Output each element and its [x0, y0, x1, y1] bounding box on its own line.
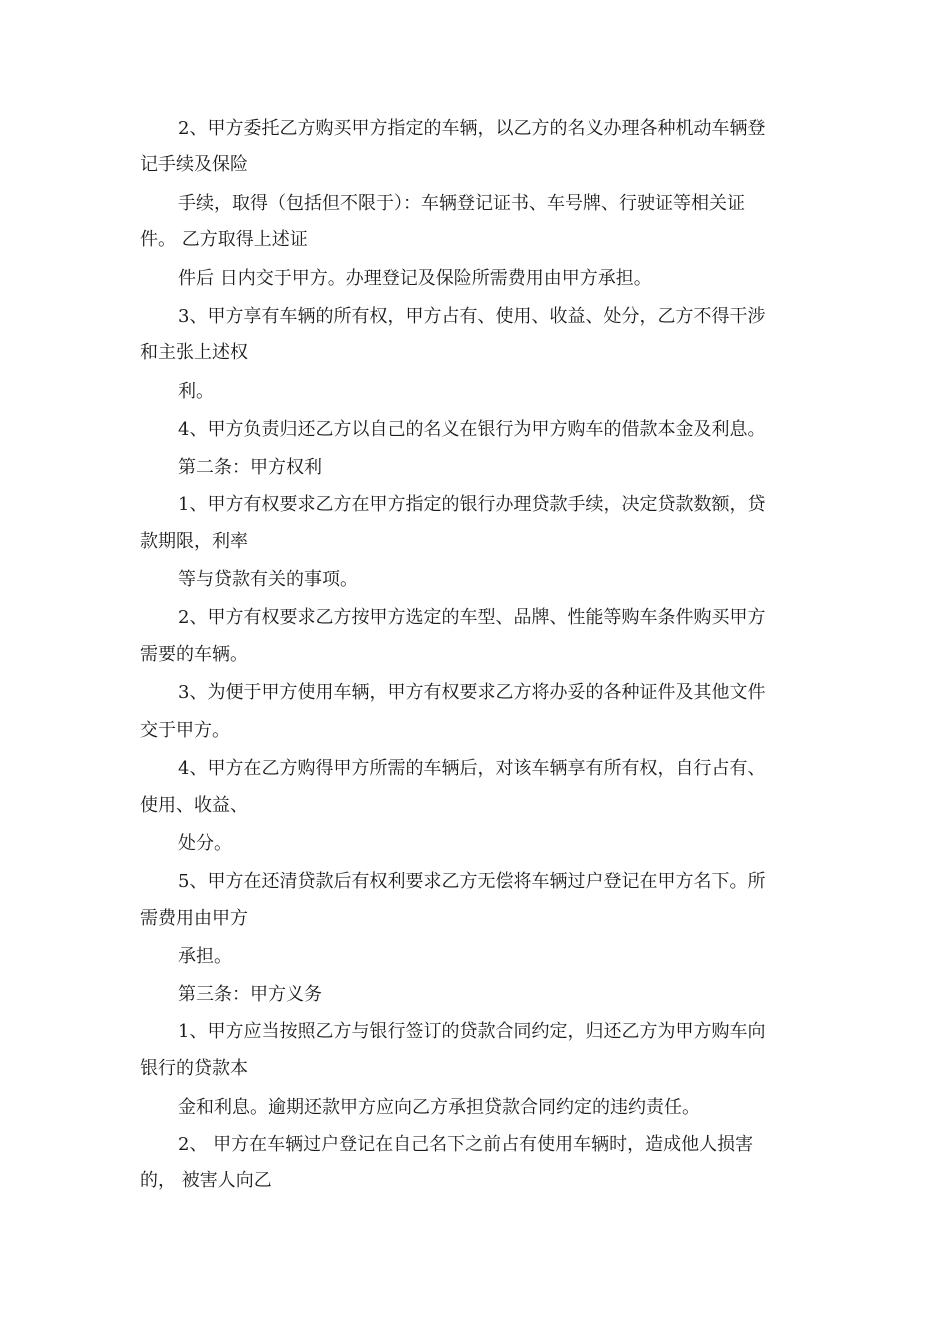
text-line: 和主张上述权	[140, 342, 248, 363]
text-line: 2、甲方有权要求乙方按甲方选定的车型、品牌、性能等购车条件购买甲方	[178, 607, 766, 628]
text-line: 2、甲方委托乙方购买甲方指定的车辆，以乙方的名义办理各种机动车辆登	[178, 118, 766, 139]
text-line: 利。	[178, 381, 214, 402]
text-line: 处分。	[178, 833, 232, 854]
text-line: 交于甲方。	[140, 720, 230, 741]
text-line: 4、甲方负责归还乙方以自己的名义在银行为甲方购车的借款本金及利息。	[178, 419, 766, 440]
text-line: 1、甲方应当按照乙方与银行签订的贷款合同约定，归还乙方为甲方购车向	[178, 1021, 766, 1042]
text-line: 需要的车辆。	[140, 644, 248, 665]
text-line: 需费用由甲方	[140, 908, 248, 929]
text-line: 承担。	[178, 946, 232, 967]
text-line: 等与贷款有关的事项。	[178, 569, 358, 590]
text-line: 3、为便于甲方使用车辆，甲方有权要求乙方将办妥的各种证件及其他文件	[178, 682, 766, 703]
text-line: 1、甲方有权要求乙方在甲方指定的银行办理贷款手续，决定贷款数额，贷	[178, 494, 766, 515]
text-line: 银行的贷款本	[140, 1058, 248, 1079]
section-heading: 第二条：甲方权利	[178, 457, 322, 478]
text-line: 2、 甲方在车辆过户登记在自己名下之前占有使用车辆时，造成他人损害	[178, 1134, 754, 1155]
text-line: 4、甲方在乙方购得甲方所需的车辆后，对该车辆享有所有权，自行占有、	[178, 758, 766, 779]
text-line: 3、甲方享有车辆的所有权，甲方占有、使用、收益、处分，乙方不得干涉	[178, 306, 766, 327]
section-heading: 第三条：甲方义务	[178, 984, 322, 1005]
text-line: 金和利息。逾期还款甲方应向乙方承担贷款合同约定的违约责任。	[178, 1097, 700, 1118]
text-line: 记手续及保险	[140, 154, 248, 175]
text-line: 款期限，利率	[140, 531, 248, 552]
text-line: 的， 被害人向乙	[140, 1170, 272, 1191]
text-line: 件。 乙方取得上述证	[140, 229, 308, 250]
text-line: 手续，取得（包括但不限于）：车辆登记证书、车号牌、行驶证等相关证	[178, 193, 745, 214]
text-line: 5、甲方在还清贷款后有权利要求乙方无偿将车辆过户登记在甲方名下。所	[178, 871, 766, 892]
text-line: 件后 日内交于甲方。办理登记及保险所需费用由甲方承担。	[178, 268, 652, 289]
text-line: 使用、收益、	[140, 795, 248, 816]
